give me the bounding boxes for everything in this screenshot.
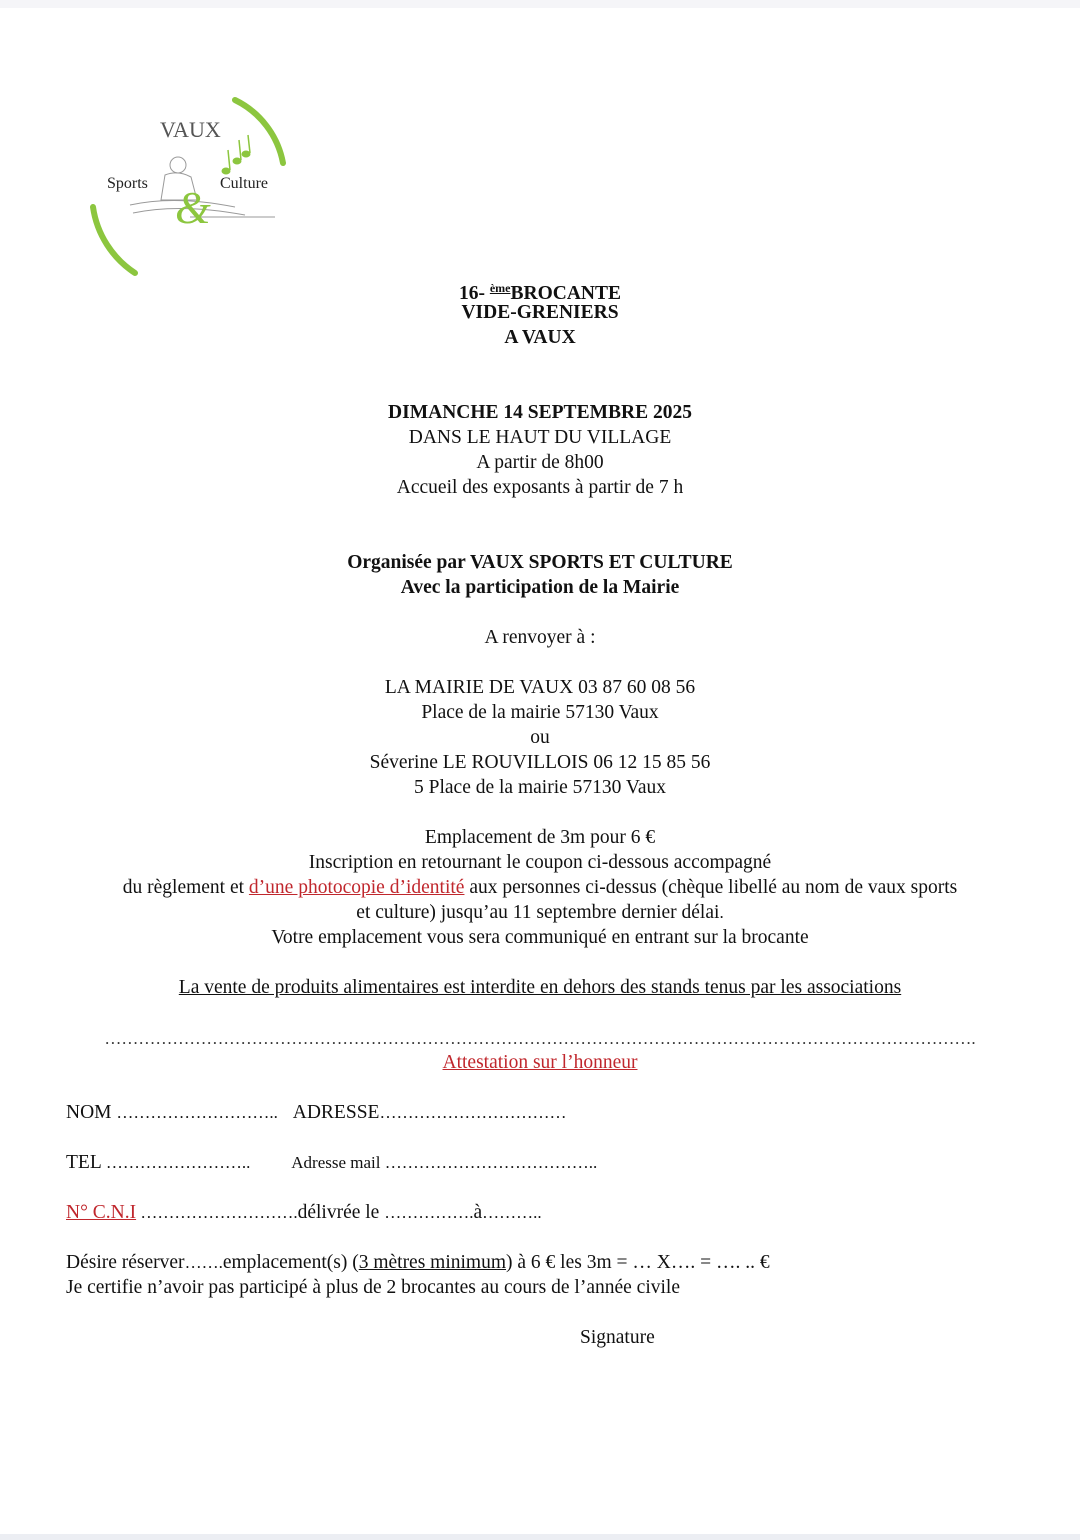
signature-label: Signature bbox=[580, 1327, 655, 1348]
inscription-info: Inscription en retournant le coupon ci-dessous accompagné bbox=[308, 852, 772, 873]
event-date: DIMANCHE 14 SEPTEMBRE 2025 bbox=[388, 402, 692, 423]
nom-label: NOM bbox=[66, 1102, 117, 1123]
cni-field[interactable]: ………………………. bbox=[136, 1203, 298, 1222]
logo-culture-text: Culture bbox=[220, 175, 268, 192]
event-title-line2: VIDE-GRENIERS bbox=[461, 302, 619, 323]
participation-line: Avec la participation de la Mairie bbox=[400, 577, 680, 598]
adresse-field[interactable]: …………………………… bbox=[379, 1103, 567, 1122]
inscription-info-line4 bbox=[0, 900, 1080, 925]
price-calculation: ) à 6 € les 3m = … X…. = …. .. € bbox=[506, 1252, 770, 1273]
tel-mail-row bbox=[66, 1150, 597, 1175]
nom-adresse-row bbox=[66, 1100, 566, 1125]
deadline-period: . bbox=[719, 903, 724, 922]
reserve-label: Désire réserver bbox=[66, 1252, 185, 1273]
cheque-text: aux personnes ci-dessus (chèque libellé au nom de vaux sports bbox=[464, 877, 958, 898]
placement-info: Votre emplacement vous sera communiqué en entrant sur la brocante bbox=[271, 927, 809, 948]
adresse-label: ADRESSE bbox=[292, 1102, 380, 1123]
nom-field[interactable]: ……………………….. bbox=[116, 1103, 278, 1122]
page-top-strip bbox=[0, 0, 1080, 8]
contact-person: Séverine LE ROUVILLOIS 06 12 15 85 56 bbox=[369, 752, 711, 773]
or-text: ou bbox=[530, 727, 550, 748]
tel-label: TEL bbox=[66, 1152, 106, 1173]
organizer-line: Organisée par VAUX SPORTS ET CULTURE bbox=[347, 552, 733, 573]
edition-suffix: ème bbox=[489, 281, 511, 295]
logo-vaux-text: VAUX bbox=[160, 117, 221, 142]
delivered-place-field[interactable]: ……….. bbox=[482, 1203, 542, 1222]
delivered-label: délivrée le bbox=[297, 1202, 385, 1223]
event-place: DANS LE HAUT DU VILLAGE bbox=[408, 427, 672, 448]
reservation-row bbox=[66, 1250, 770, 1275]
exhibitor-welcome: Accueil des exposants à partir de 7 h bbox=[396, 477, 684, 498]
mairie-contact: LA MAIRIE DE VAUX 03 87 60 08 56 bbox=[384, 677, 696, 698]
mail-field[interactable]: ……………………………….. bbox=[384, 1153, 598, 1172]
cut-separator: ………………………………………………………………………………………………………………………………………. bbox=[104, 1029, 976, 1048]
edition-number: 16- bbox=[458, 283, 485, 304]
inscription-info-line3 bbox=[0, 875, 1080, 900]
page-bottom-strip bbox=[0, 1534, 1080, 1540]
emplacement-label: emplacement(s) ( bbox=[222, 1252, 359, 1273]
contact-address: 5 Place de la mairie 57130 Vaux bbox=[414, 777, 666, 798]
deadline-text: et culture) jusqu’au 11 septembre dernier délai bbox=[356, 902, 720, 923]
at-label: à bbox=[473, 1202, 483, 1223]
event-title-line3: A VAUX bbox=[504, 327, 576, 348]
id-photocopy-text: d’une photocopie d’identité bbox=[248, 877, 465, 898]
tel-field[interactable]: …………………….. bbox=[105, 1153, 251, 1172]
event-start-time: A partir de 8h00 bbox=[476, 452, 604, 473]
brocante-word: BROCANTE bbox=[510, 283, 622, 304]
delivered-date-field[interactable]: ……………. bbox=[384, 1203, 474, 1222]
cni-label: N° C.N.I bbox=[66, 1202, 137, 1223]
mail-label: Adresse mail bbox=[291, 1153, 385, 1172]
attestation-title: Attestation sur l’honneur bbox=[442, 1052, 638, 1073]
logo-sports-text: Sports bbox=[107, 175, 148, 192]
cni-row bbox=[66, 1200, 542, 1225]
payment-text: du règlement et bbox=[122, 877, 249, 898]
reserve-count-field[interactable]: ……. bbox=[184, 1253, 223, 1272]
vaux-sports-culture-logo bbox=[85, 95, 300, 280]
minimum-length: 3 mètres minimum bbox=[358, 1252, 507, 1273]
certification-text: Je certifie n’avoir pas participé à plus de 2 brocantes au cours de l’année civile bbox=[66, 1277, 680, 1298]
price-info: Emplacement de 3m pour 6 € bbox=[424, 827, 656, 848]
return-to-label: A renvoyer à : bbox=[484, 627, 596, 648]
food-sale-warning: La vente de produits alimentaires est interdite en dehors des stands tenus par les associations bbox=[178, 977, 902, 998]
mairie-address: Place de la mairie 57130 Vaux bbox=[421, 702, 659, 723]
logo-ampersand: & bbox=[175, 182, 211, 233]
